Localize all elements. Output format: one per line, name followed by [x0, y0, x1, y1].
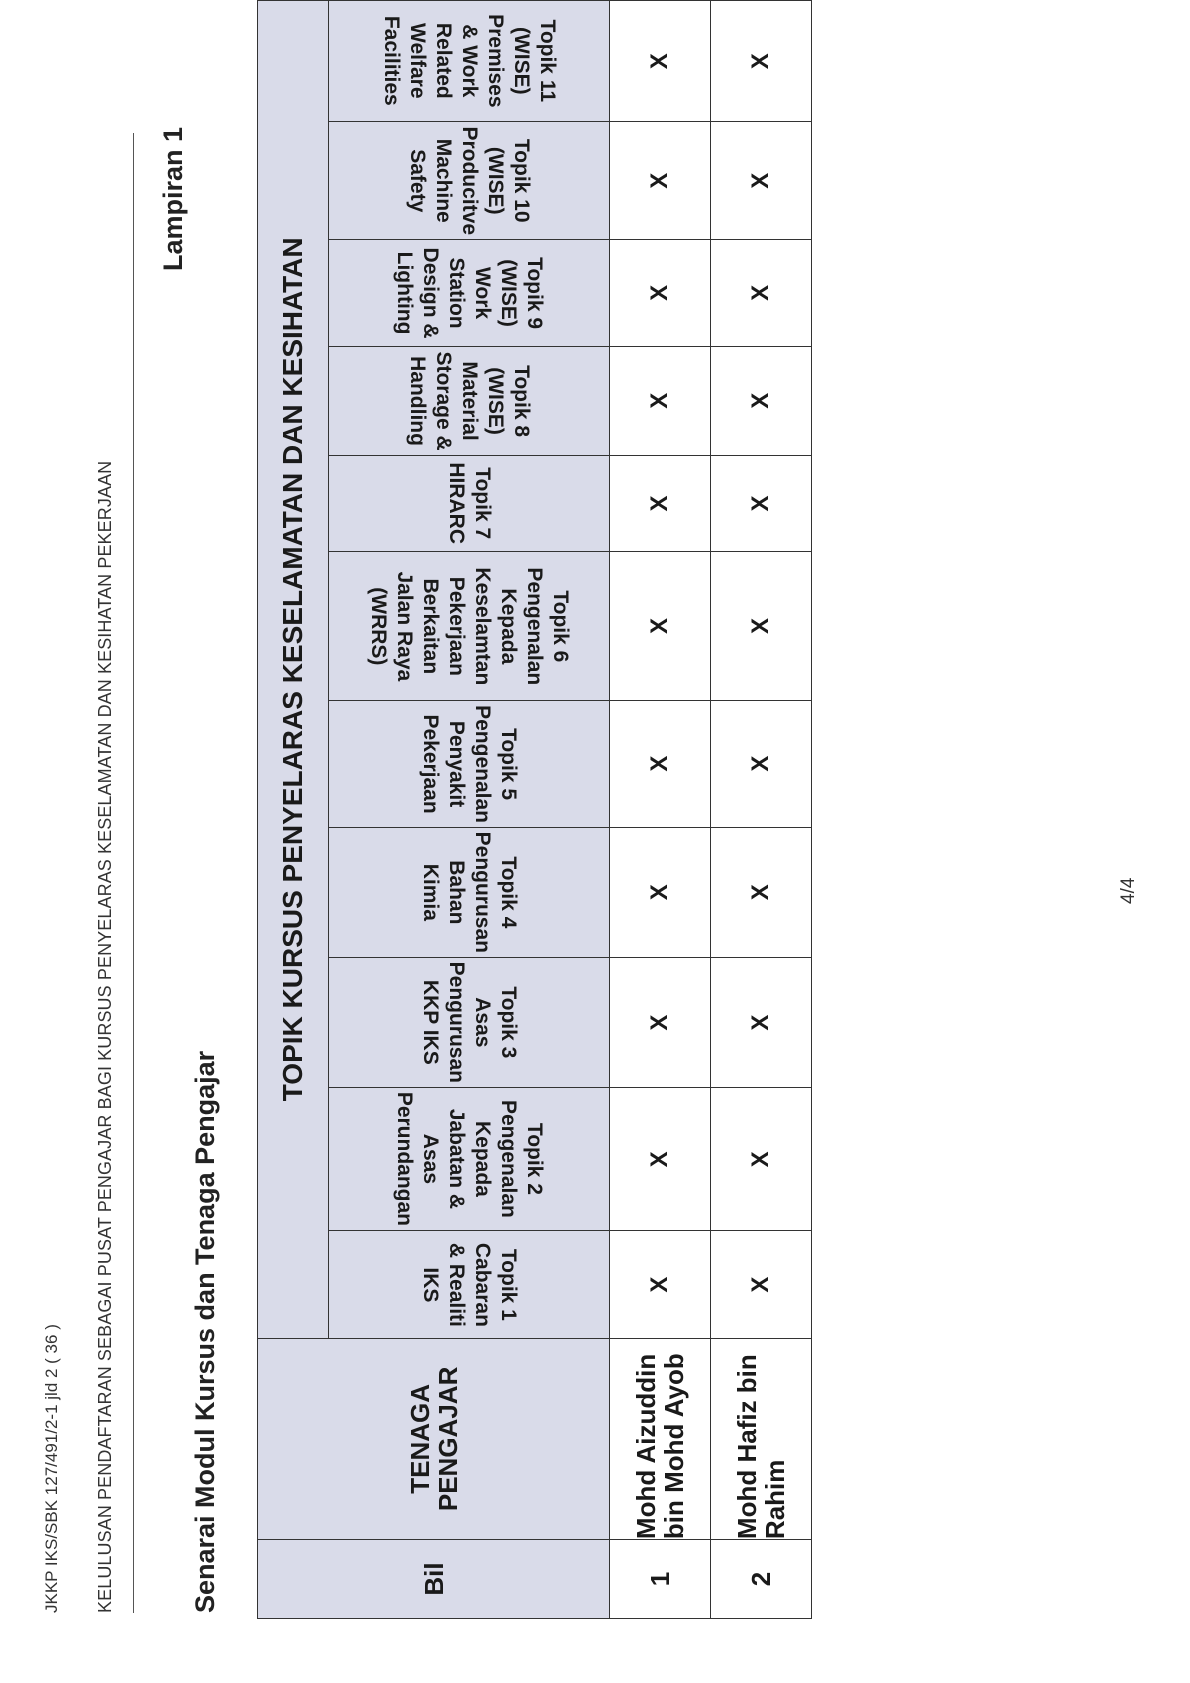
header-tenaga-pengajar: TENAGA PENGAJAR: [258, 1338, 610, 1539]
topic-mark: X: [711, 1231, 812, 1338]
topic-header-8: [329, 346, 610, 455]
topic-header-text: [391, 240, 547, 346]
topic-title: Pengurusan Bahan Kimia: [419, 831, 494, 953]
appendix-label: Lampiran 1: [158, 126, 188, 271]
topic-mark: X: [610, 455, 711, 552]
topic-header-1: [329, 1231, 610, 1338]
topic-title: Pengenalan Penyakit Pekerjaan: [419, 704, 494, 823]
topic-mark: X: [711, 455, 812, 552]
row-instructor-name: Mohd Hafiz bin Rahim: [711, 1338, 812, 1539]
topic-number: Topik 2: [523, 1123, 546, 1196]
topic-mark: X: [610, 552, 711, 700]
topic-title: Premises & Work Related Welfare Facilities: [380, 14, 507, 108]
header-divider: [133, 133, 134, 1613]
topic-mark: X: [610, 700, 711, 827]
topic-header-4: [329, 827, 610, 957]
topic-number: Topik 3: [497, 986, 520, 1059]
topic-mark: X: [711, 346, 812, 455]
band-row: [258, 1, 329, 1619]
topic-header-7: [329, 455, 610, 552]
topic-header-11: [329, 1, 610, 122]
topic-title: Cabaran & Realiti IKS: [419, 1242, 494, 1327]
topic-header-text: [404, 347, 534, 455]
topic-header-10: [329, 122, 610, 240]
topic-header-text: [443, 459, 495, 549]
topic-header-text: [417, 701, 521, 827]
reference-number: JKKP IKS/SBK 127/491/2-1 jld 2 ( 36 ): [42, 1324, 61, 1613]
topic-number: Topik 5: [497, 727, 520, 800]
topic-header-text: [365, 552, 573, 699]
topic-title: Asas Pengurusan KKP IKS: [419, 961, 494, 1084]
topic-title: Pengenalan Kepada Jabatan & Asas Perundangan: [393, 1092, 520, 1227]
topic-mark: X: [610, 1088, 711, 1231]
topic-header-text: [391, 1088, 547, 1230]
row-bil: 2: [711, 1540, 812, 1619]
topic-header-2: [329, 1088, 610, 1231]
topic-mark: X: [711, 957, 812, 1087]
topic-mark: X: [610, 122, 711, 240]
row-bil: 1: [610, 1540, 711, 1619]
topic-mark: X: [610, 1231, 711, 1338]
topic-mark: X: [711, 122, 812, 240]
topic-mark: X: [610, 346, 711, 455]
topic-number: Topik 6: [549, 590, 572, 662]
topic-number: Topik 10 (WISE): [484, 138, 533, 223]
subject-line: KELULUSAN PENDAFTARAN SEBAGAI PUSAT PENGAJAR BAGI KURSUS PENYELARAS KESELAMATAN DAN KESIHATAN PEKERJAAN: [95, 460, 115, 1613]
topic-header-3: [329, 957, 610, 1087]
table-row: [711, 1, 812, 1619]
topic-header-5: [329, 700, 610, 827]
topic-mark: X: [610, 957, 711, 1087]
module-table: [257, 0, 812, 1619]
topic-mark: X: [711, 1, 812, 122]
row-instructor-name: Mohd Aizuddin bin Mohd Ayob: [610, 1338, 711, 1539]
topic-title: Pengenalan Kepada Keselamtan Pekerjaan Berkaitan Jalan Raya (WRRS): [367, 567, 546, 685]
topic-title: Producitve Machine Safety: [406, 126, 481, 235]
topic-number: Topik 7: [471, 467, 494, 540]
page-number: 4/4: [1118, 877, 1139, 904]
topic-number: Topik 9 (WISE): [497, 256, 546, 329]
topic-header-text: [417, 828, 521, 957]
document-title: Senarai Modul Kursus dan Tenaga Pengajar: [190, 1050, 220, 1613]
topic-mark: X: [711, 1088, 812, 1231]
topic-title: HIRARC: [445, 462, 468, 545]
topic-header-text: [417, 958, 521, 1087]
topic-mark: X: [610, 239, 711, 346]
topic-mark: X: [610, 827, 711, 957]
header-topic-band: TOPIK KURSUS PENYELARAS KESELAMATAN DAN KESIHATAN: [258, 1, 329, 1339]
topic-mark: X: [711, 239, 812, 346]
topic-number: Topik 1: [497, 1248, 520, 1321]
topic-mark: X: [610, 1, 711, 122]
topic-header-text: [417, 1231, 521, 1337]
table-row: [610, 1, 711, 1619]
topic-header-text: [404, 122, 534, 239]
topic-title: Material Storage & Handling: [406, 351, 481, 451]
topic-mark: X: [711, 827, 812, 957]
header-bil: Bil: [258, 1540, 610, 1619]
topic-mark: X: [711, 552, 812, 700]
topic-number: Topik 4: [497, 856, 520, 929]
topic-number: Topik 8 (WISE): [484, 364, 533, 437]
topic-mark: X: [711, 700, 812, 827]
topic-header-text: [378, 1, 560, 121]
topic-header-9: [329, 239, 610, 346]
topic-number: Topik 11 (WISE): [510, 19, 559, 103]
topic-title: Work Station Design & Lighting: [393, 247, 494, 339]
topic-header-6: [329, 552, 610, 700]
